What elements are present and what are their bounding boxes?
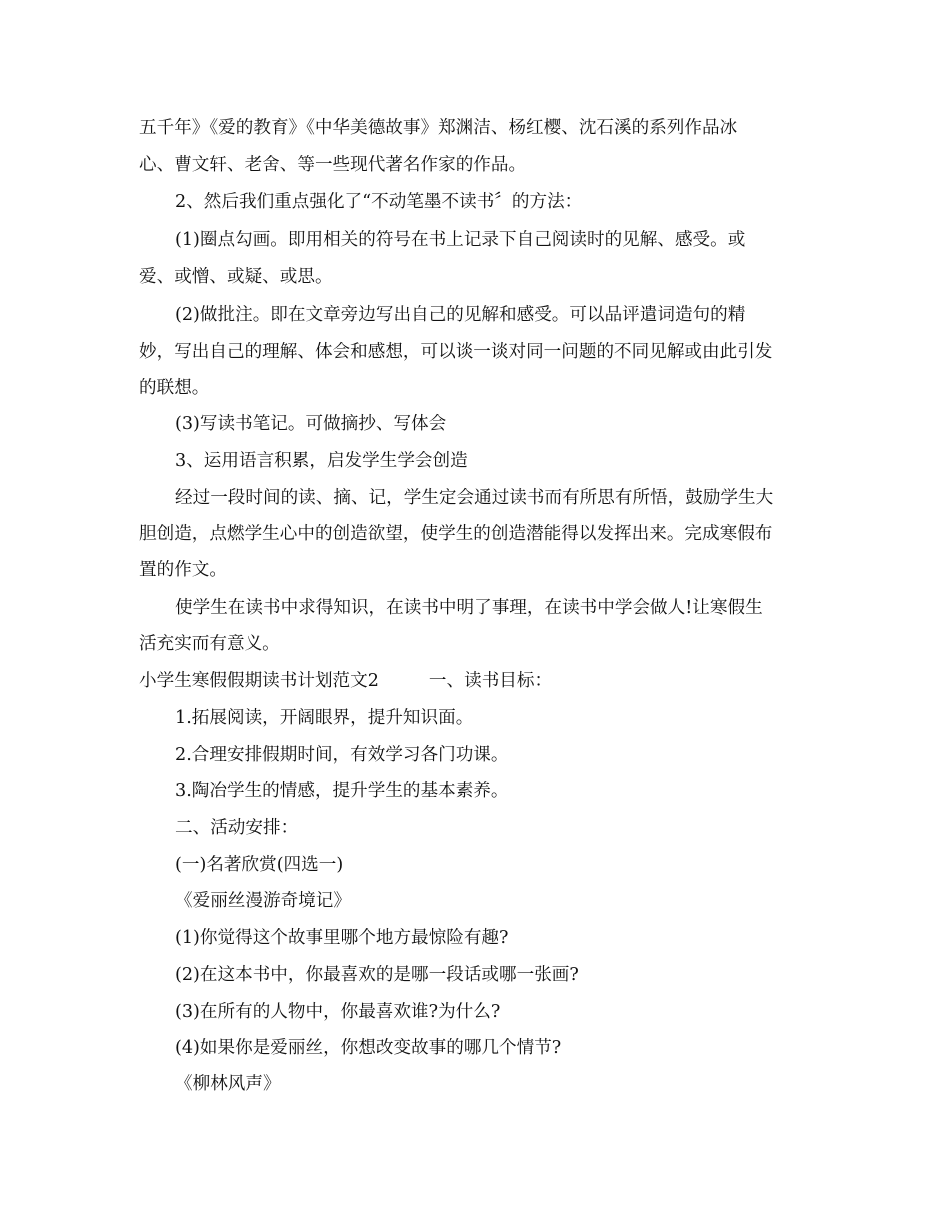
text-line: 爱、或憎、或疑、或思。 (139, 267, 333, 287)
text-line: (2)在这本书中，你最喜欢的是哪一段话或哪一张画? (175, 965, 579, 985)
text-line: 《爱丽丝漫游奇境记》 (175, 891, 351, 911)
text-line: 使学生在读书中求得知识，在读书中明了事理，在读书中学会做人!让寒假生 (175, 598, 763, 618)
text-line: 的联想。 (139, 378, 210, 398)
text-line: 胆创造，点燃学生心中的创造欲望，使学生的创造潜能得以发挥出来。完成寒假布 (139, 524, 773, 544)
text-line: 妙，写出自己的理解、体会和感想，可以谈一谈对同一问题的不同见解或由此引发 (139, 342, 773, 362)
text-line: 置的作文。 (139, 560, 227, 580)
text-line: 3、运用语言积累，启发学生学会创造 (175, 451, 468, 471)
text-line: (一)名著欣赏(四选一) (175, 855, 344, 875)
section-heading (139, 669, 839, 693)
text-line: 五千年》《爱的教育》《中华美德故事》郑渊洁、杨红樱、沈石溪的系列作品冰 (139, 118, 738, 138)
section-title: 小学生寒假假期读书计划范文2 (139, 671, 379, 691)
text-line: 2、然后我们重点强化了“不动笔墨不读书〞的方法： (175, 192, 583, 212)
text-line: (3)在所有的人物中，你最喜欢谁?为什么? (175, 1002, 501, 1022)
text-line: 活充实而有意义。 (139, 634, 280, 654)
text-line: 2.合理安排假期时间，有效学习各门功课。 (175, 745, 509, 765)
text-line: (4)如果你是爱丽丝，你想改变故事的哪几个情节? (175, 1038, 562, 1058)
text-line: 《柳林风声》 (175, 1074, 281, 1094)
text-line: (1)你觉得这个故事里哪个地方最惊险有趣? (175, 928, 509, 948)
text-line: (3)写读书笔记。可做摘抄、写体会 (175, 414, 447, 434)
text-line: 1.拓展阅读，开阔眼界，提升知识面。 (175, 708, 474, 728)
section-first-item: 一、读书目标： (428, 671, 553, 691)
text-line: 心、曹文轩、老舍、等一些现代著名作家的作品。 (139, 155, 527, 175)
text-line: 二、活动安排： (175, 818, 299, 838)
text-line: 3.陶冶学生的情感，提升学生的基本素养。 (175, 781, 509, 801)
text-line: (2)做批注。即在文章旁边写出自己的见解和感受。可以品评遣词造句的精 (175, 305, 746, 325)
text-line: (1)圈点勾画。即用相关的符号在书上记录下自己阅读时的见解、感受。或 (175, 230, 746, 250)
text-line: 经过一段时间的读、摘、记，学生定会通过读书而有所思有所悟，鼓励学生大 (175, 488, 774, 508)
